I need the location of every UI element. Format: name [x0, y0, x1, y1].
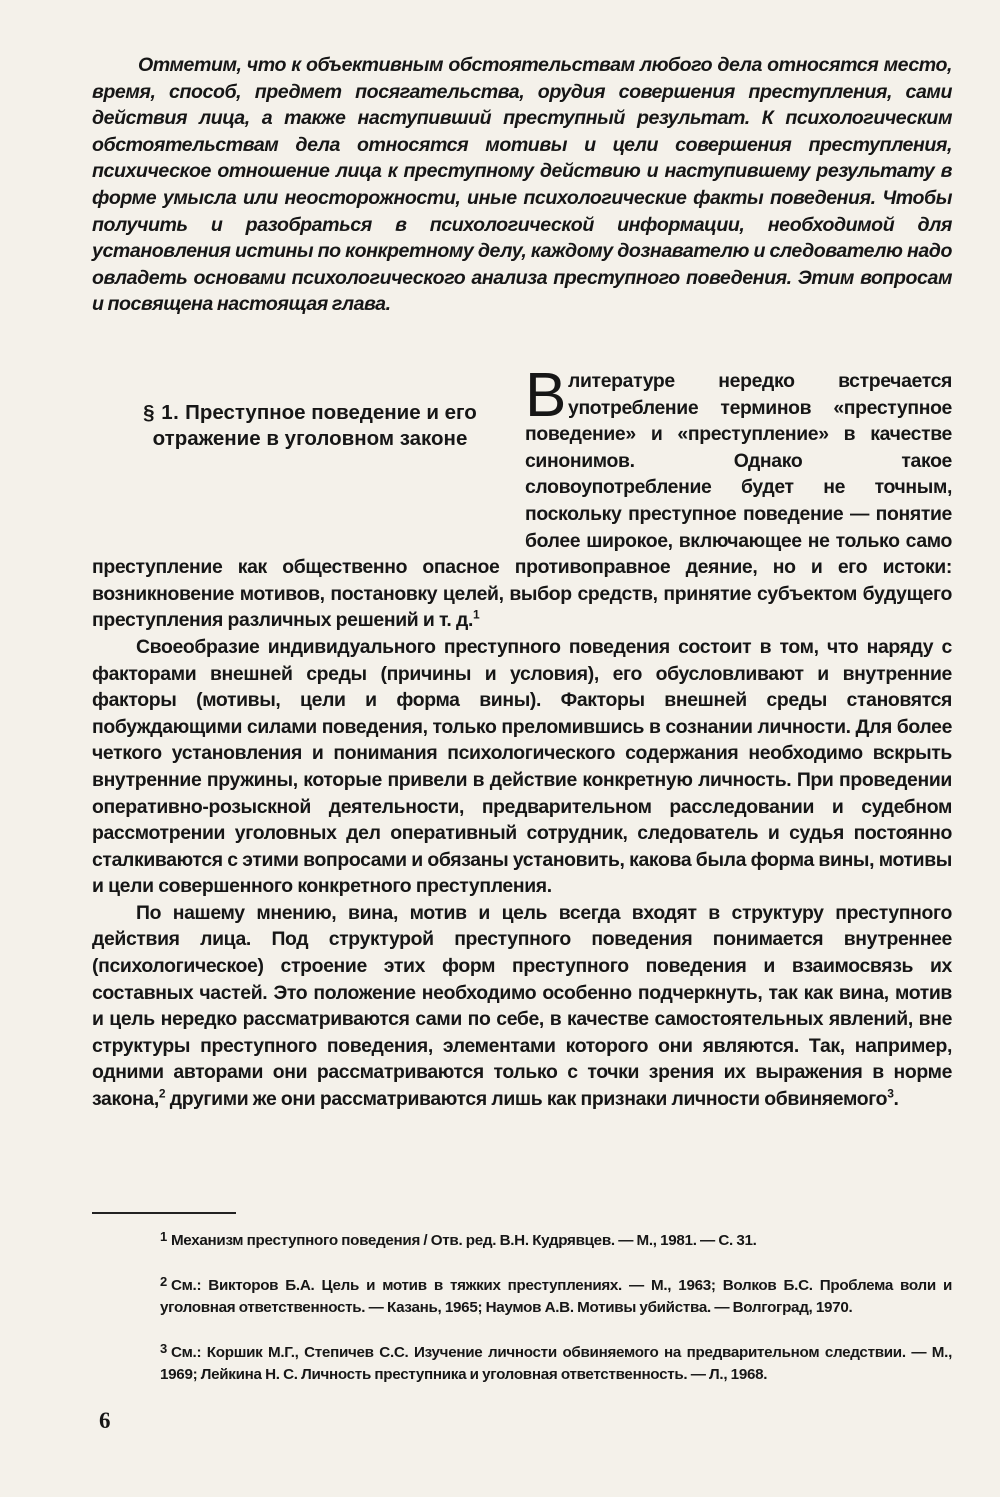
footnote-text: См.: Коршик М.Г., Степичев С.С. Изучение личности обвиняемого на предварительном следствии. — М., 1969; Лейкина Н. С. Личность преступника и уголовная ответственность. — Л., 1968.	[160, 1343, 952, 1383]
paragraph-2: Своеобразие индивидуального преступного поведения состоит в том, что наряду с факторами внешней среды (причины и условия), его обусловливают и внутренние факторы (мотивы, цели и форма вины). Факторы внешней среды становятся побуждающими силами поведения, только преломившись в сознании личности. Для более четкого установления и понимания психологического содержания необходимо вскрыть внутренние пружины, которые привели в действие конкретную личность. При проведении оперативно-розыскной деятельности, предварительном расследовании и судебном рассмотрении уголовных дел оперативный сотрудник, следователь и судья постоянно сталкиваются с этими вопросами и обязаны установить, какова была форма вины, мотивы и цели совершенного конкретного преступления.	[92, 635, 952, 898]
footnote-divider	[92, 1212, 236, 1214]
heading-spacer	[92, 368, 525, 528]
section-title: Преступное поведение и его отражение в уголовном законе	[152, 401, 477, 450]
footnote-3	[160, 1338, 952, 1387]
chapter-intro: Отметим, что к объективным обстоятельствам любого дела относятся место, время, способ, предмет посягательства, орудия совершения преступления, сами действия лица, а также наступивший преступный результат. К психологическим обстоятельствам дела относятся мотивы и цели совершения преступления, психическое отношение лица к преступному действию и наступившему результату в форме умысла или неосторожности, иные психологические факты поведения. Чтобы получить и разобраться в психологической информации, необходимой для установления истины по конкретному делу, каждому дознавателю и следователю надо овладеть основами психологического анализа преступного поведения. Этим вопросам и посвящена настоящая глава.	[92, 54, 952, 316]
drop-cap: В	[525, 361, 567, 430]
paragraph-3-text-b: другими же они рассматриваются лишь как признаки личности обвиняемого	[165, 1088, 888, 1111]
paragraph-3-text-a: По нашему мнению, вина, мотив и цель всегда входят в структуру преступного действия лица. Под структурой преступного поведения понимается внутреннее (психологическое) строение этих форм преступного поведения и взаимосвязь их составных частей. Это положение необходимо особенно подчеркнуть, так как вина, мотив и цель нередко рассматриваются сами по себе, в качестве самостоятельных явлений, вне структуры преступного поведения, элементами которого они являются. Так, например, одними авторами они рассматриваются только с точки зрения их выражения в норме закона,	[92, 901, 952, 1111]
footnote-text: См.: Викторов Б.А. Цель и мотив в тяжких преступлениях. — М., 1963; Волков Б.С. Проблема воли и уголовная ответственность. — Казань, 1965; Наумов А.В. Мотивы убийства. — Волгоград, 1970.	[160, 1276, 952, 1316]
footnote-mark: 3	[160, 1340, 167, 1356]
section-number: § 1.	[143, 401, 180, 424]
footnote-1	[160, 1226, 952, 1253]
footnote-ref-1[interactable]: 1	[473, 607, 480, 622]
footnotes	[160, 1226, 952, 1405]
paragraph-1-text: литературе нередко встречается употребление терминов «преступное поведение» и «преступление» в качестве синонимов. Однако такое словоупотребление будет не точным, поскольку преступное поведение — понятие более широкое, включающее не только само преступление как общественно опасное противоправное деяние, но и его истоки: возникновение мотивов, постановку целей, выбор средств, принятие субъектом будущего преступления различных решений и т. д.	[92, 370, 952, 632]
footnote-mark: 1	[160, 1229, 167, 1244]
page-number: 6	[99, 1408, 111, 1433]
footnote-ref-2[interactable]: 2	[158, 1086, 166, 1101]
paragraph-3-text-c: .	[893, 1088, 899, 1111]
paragraph-3	[92, 900, 952, 1113]
footnote-2	[160, 1271, 952, 1320]
section-body	[92, 361, 952, 1113]
footnote-mark: 2	[160, 1273, 167, 1289]
footnote-text: Механизм преступного поведения / Отв. ред. В.Н. Кудрявцев. — М., 1981. — С. 31.	[170, 1232, 757, 1249]
footnote-ref-3[interactable]: 3	[887, 1086, 894, 1101]
